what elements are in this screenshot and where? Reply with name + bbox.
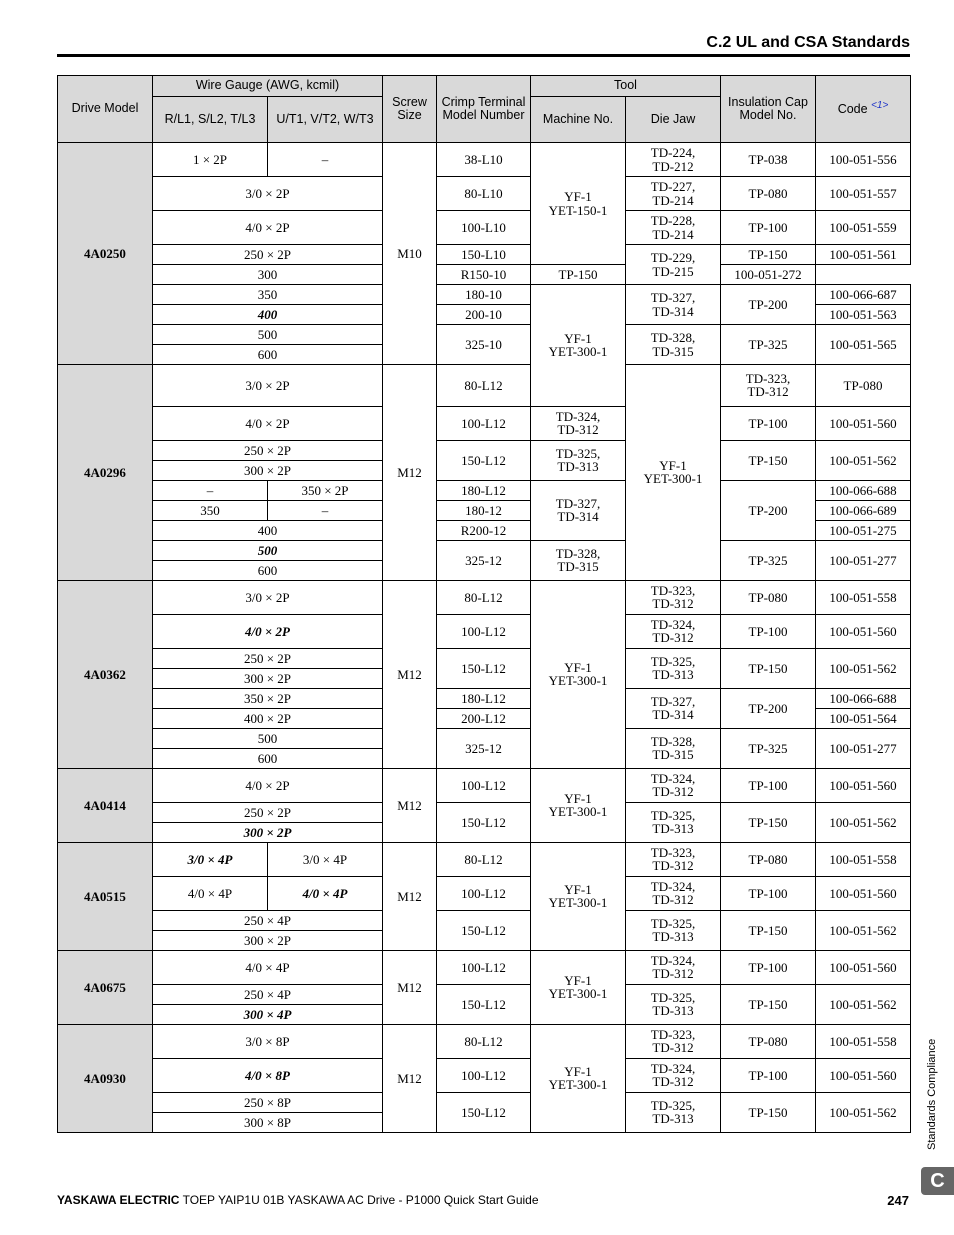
die-jaw-cell bbox=[626, 1092, 721, 1132]
crimp-cell: 100-L12 bbox=[437, 1058, 531, 1092]
machine-line: YF-1 bbox=[564, 188, 592, 204]
wire-cell: 300 bbox=[153, 265, 383, 285]
die-jaw-line: TD-325, bbox=[650, 653, 696, 669]
cap-cell: TP-150 bbox=[721, 802, 816, 842]
table-row bbox=[58, 285, 911, 305]
cap-cell: TP-100 bbox=[721, 950, 816, 984]
code-cell: 100-051-557 bbox=[816, 177, 911, 211]
header-drive-model: Drive Model bbox=[58, 76, 153, 143]
table-row bbox=[58, 1058, 911, 1092]
screw-size-cell: M12 bbox=[383, 768, 437, 842]
code-cell: 100-051-556 bbox=[816, 143, 911, 177]
code-cell: 100-051-558 bbox=[816, 580, 911, 614]
die-jaw-line: TD-312 bbox=[652, 858, 694, 874]
table-row bbox=[58, 365, 911, 407]
cap-cell: TP-080 bbox=[721, 1024, 816, 1058]
wire-rs-cell: – bbox=[153, 480, 268, 500]
drive-model-cell: 4A0296 bbox=[58, 365, 153, 581]
crimp-cell: 180-12 bbox=[437, 500, 531, 520]
machine-line: YF-1 bbox=[564, 330, 592, 346]
wire-cell: 600 bbox=[153, 345, 383, 365]
crimp-cell: 100-L12 bbox=[437, 406, 531, 440]
die-jaw-line: TD-324, bbox=[650, 1060, 696, 1076]
drive-model-cell: 4A0515 bbox=[58, 842, 153, 950]
code-cell: 100-051-272 bbox=[721, 265, 816, 285]
wire-cell: 300 × 2P bbox=[153, 930, 383, 950]
machine-line: YET-300-1 bbox=[548, 986, 608, 1002]
machine-line: YF-1 bbox=[564, 659, 592, 675]
die-jaw-line: TD-212 bbox=[652, 158, 694, 174]
die-jaw-line: TD-312 bbox=[557, 422, 599, 438]
code-cell: 100-051-560 bbox=[816, 876, 911, 910]
die-jaw-line: TD-328, bbox=[650, 329, 696, 345]
crimp-cell: 180-L12 bbox=[437, 480, 531, 500]
die-jaw-line: TD-312 bbox=[652, 1074, 694, 1090]
wire-cell-emphasized: 4/0 × 8P bbox=[153, 1058, 383, 1092]
code-cell: 100-051-563 bbox=[816, 305, 911, 325]
die-jaw-line: TD-314 bbox=[652, 707, 694, 723]
crimp-cell: 38-L10 bbox=[437, 143, 531, 177]
crimp-cell: 100-L12 bbox=[437, 876, 531, 910]
crimp-cell: 100-L12 bbox=[437, 768, 531, 802]
crimp-cell: 150-L12 bbox=[437, 984, 531, 1024]
appendix-tab[interactable]: C bbox=[921, 1167, 954, 1195]
die-jaw-cell bbox=[626, 614, 721, 648]
die-jaw-line: TD-227, bbox=[650, 178, 696, 194]
cap-cell: TP-100 bbox=[721, 406, 816, 440]
crimp-cell: R200-12 bbox=[437, 520, 531, 540]
footer-doc-title: TOEP YAIP1U 01B YASKAWA AC Drive - P1000 Quick Start Guide bbox=[179, 1193, 539, 1207]
code-cell: 100-066-688 bbox=[816, 480, 911, 500]
wire-cell: 350 bbox=[153, 285, 383, 305]
die-jaw-line: TD-315 bbox=[557, 559, 599, 575]
cap-cell: TP-200 bbox=[721, 285, 816, 325]
table-row bbox=[58, 325, 911, 345]
drive-model-cell: 4A0675 bbox=[58, 950, 153, 1024]
crimp-cell: 80-L12 bbox=[437, 842, 531, 876]
machine-line: YET-300-1 bbox=[548, 673, 608, 689]
wire-cell: 500 bbox=[153, 325, 383, 345]
die-jaw-line: TD-313 bbox=[652, 667, 694, 683]
die-jaw-line: TD-325, bbox=[650, 1097, 696, 1113]
die-jaw-line: TD-323, bbox=[650, 1026, 696, 1042]
header-uv-terminals: U/T1, V/T2, W/T3 bbox=[268, 97, 383, 143]
table-row bbox=[58, 876, 911, 910]
cap-cell: TP-150 bbox=[721, 910, 816, 950]
header-insulation-cap: Insulation Cap Model No. bbox=[721, 76, 816, 143]
footer-text bbox=[57, 1193, 539, 1207]
code-cell: 100-066-687 bbox=[816, 285, 911, 305]
die-jaw-cell bbox=[626, 245, 721, 285]
crimp-cell: 150-L10 bbox=[437, 245, 531, 265]
wire-uv-cell: – bbox=[268, 143, 383, 177]
table-row bbox=[58, 984, 911, 1004]
wire-uv-cell: – bbox=[268, 500, 383, 520]
crimp-cell: 200-10 bbox=[437, 305, 531, 325]
header-die-jaw: Die Jaw bbox=[626, 97, 721, 143]
wire-cell: 400 bbox=[153, 520, 383, 540]
screw-size-cell: M12 bbox=[383, 1024, 437, 1132]
drive-model-cell: 4A0250 bbox=[58, 143, 153, 365]
cap-cell: TP-080 bbox=[721, 842, 816, 876]
cap-cell: TP-150 bbox=[721, 1092, 816, 1132]
die-jaw-cell bbox=[626, 768, 721, 802]
wire-cell: 250 × 8P bbox=[153, 1092, 383, 1112]
die-jaw-line: TD-328, bbox=[650, 733, 696, 749]
side-tab-label: Standards Compliance bbox=[926, 1038, 938, 1150]
code-cell: 100-051-561 bbox=[816, 245, 911, 265]
die-jaw-line: TD-312 bbox=[747, 384, 789, 400]
crimp-cell: 325-10 bbox=[437, 325, 531, 365]
screw-size-cell: M12 bbox=[383, 580, 437, 768]
cap-cell: TP-150 bbox=[721, 440, 816, 480]
die-jaw-line: TD-324, bbox=[650, 770, 696, 786]
table-row bbox=[58, 406, 911, 440]
header-tool: Tool bbox=[531, 76, 721, 97]
wire-cell: 250 × 2P bbox=[153, 245, 383, 265]
table-row bbox=[58, 177, 911, 211]
crimp-cell: 80-L12 bbox=[437, 580, 531, 614]
crimp-cell: 80-L12 bbox=[437, 1024, 531, 1058]
table-row bbox=[58, 580, 911, 614]
crimp-cell: R150-10 bbox=[437, 265, 531, 285]
drive-model-cell: 4A0930 bbox=[58, 1024, 153, 1132]
cap-cell: TP-150 bbox=[531, 265, 626, 285]
wire-cell: 3/0 × 2P bbox=[153, 177, 383, 211]
die-jaw-line: TD-327, bbox=[650, 693, 696, 709]
table-row bbox=[58, 688, 911, 708]
wire-cell-emphasized: 4/0 × 2P bbox=[153, 614, 383, 648]
wire-cell: 300 × 8P bbox=[153, 1112, 383, 1132]
wire-cell: 4/0 × 2P bbox=[153, 211, 383, 245]
code-cell: 100-051-562 bbox=[816, 910, 911, 950]
wire-uv-cell-emphasized: 4/0 × 4P bbox=[268, 876, 383, 910]
header-screw-size: Screw Size bbox=[383, 76, 437, 143]
wire-cell: 600 bbox=[153, 748, 383, 768]
cap-cell: TP-150 bbox=[721, 245, 816, 265]
die-jaw-line: TD-312 bbox=[652, 892, 694, 908]
wire-rs-cell-emphasized: 3/0 × 4P bbox=[153, 842, 268, 876]
wire-rs-cell: 4/0 × 4P bbox=[153, 876, 268, 910]
machine-cell bbox=[531, 285, 626, 407]
wire-cell-emphasized: 500 bbox=[153, 540, 383, 560]
machine-line: YET-300-1 bbox=[548, 344, 608, 360]
die-jaw-line: TD-312 bbox=[652, 596, 694, 612]
crimp-cell: 150-L12 bbox=[437, 1092, 531, 1132]
table-row bbox=[58, 265, 911, 285]
table-row bbox=[58, 211, 911, 245]
machine-cell bbox=[531, 842, 626, 950]
footer-brand: YASKAWA ELECTRIC bbox=[57, 1193, 180, 1207]
die-jaw-line: TD-312 bbox=[652, 630, 694, 646]
crimp-cell: 150-L12 bbox=[437, 440, 531, 480]
crimp-cell: 200-L12 bbox=[437, 708, 531, 728]
machine-line: YET-300-1 bbox=[548, 804, 608, 820]
cap-cell: TP-150 bbox=[721, 648, 816, 688]
machine-cell bbox=[626, 365, 721, 581]
crimp-cell: 150-L12 bbox=[437, 802, 531, 842]
machine-line: YET-300-1 bbox=[548, 1077, 608, 1093]
die-jaw-line: TD-315 bbox=[652, 747, 694, 763]
header-code-label: Code bbox=[837, 102, 868, 117]
die-jaw-cell bbox=[626, 728, 721, 768]
cap-cell: TP-100 bbox=[721, 211, 816, 245]
drive-model-cell: 4A0414 bbox=[58, 768, 153, 842]
header-rule bbox=[57, 54, 910, 57]
wire-cell: 250 × 2P bbox=[153, 802, 383, 822]
die-jaw-line: TD-313 bbox=[557, 459, 599, 475]
die-jaw-cell bbox=[626, 325, 721, 365]
die-jaw-line: TD-214 bbox=[652, 192, 694, 208]
wire-cell-emphasized: 300 × 2P bbox=[153, 822, 383, 842]
machine-cell bbox=[531, 580, 626, 768]
die-jaw-cell bbox=[531, 540, 626, 580]
die-jaw-cell bbox=[626, 876, 721, 910]
code-cell: 100-051-560 bbox=[816, 614, 911, 648]
die-jaw-line: TD-313 bbox=[652, 1003, 694, 1019]
die-jaw-line: TD-325, bbox=[650, 807, 696, 823]
wire-cell: 3/0 × 8P bbox=[153, 1024, 383, 1058]
cap-cell: TP-325 bbox=[721, 540, 816, 580]
table-row bbox=[58, 910, 911, 930]
die-jaw-line: TD-314 bbox=[557, 509, 599, 525]
header-rs-terminals: R/L1, S/L2, T/L3 bbox=[153, 97, 268, 143]
machine-line: YF-1 bbox=[564, 790, 592, 806]
footnote-ref-link[interactable]: <1> bbox=[871, 100, 889, 112]
wire-cell: 500 bbox=[153, 728, 383, 748]
die-jaw-cell bbox=[721, 365, 816, 407]
machine-line: YF-1 bbox=[659, 457, 687, 473]
wire-cell-emphasized: 400 bbox=[153, 305, 383, 325]
code-cell: 100-051-562 bbox=[816, 648, 911, 688]
table-row bbox=[58, 950, 911, 984]
crimp-cell: 180-10 bbox=[437, 285, 531, 305]
code-cell: 100-051-562 bbox=[816, 440, 911, 480]
die-jaw-cell bbox=[531, 440, 626, 480]
die-jaw-cell bbox=[626, 802, 721, 842]
die-jaw-line: TD-313 bbox=[652, 821, 694, 837]
screw-size-cell: M12 bbox=[383, 842, 437, 950]
table-row bbox=[58, 143, 911, 177]
table-row bbox=[58, 614, 911, 648]
machine-cell bbox=[531, 950, 626, 1024]
die-jaw-cell bbox=[531, 406, 626, 440]
machine-cell bbox=[531, 1024, 626, 1132]
table-row bbox=[58, 440, 911, 460]
die-jaw-line: TD-224, bbox=[650, 144, 696, 160]
die-jaw-cell bbox=[626, 984, 721, 1024]
wire-cell: 4/0 × 2P bbox=[153, 406, 383, 440]
die-jaw-line: TD-324, bbox=[650, 616, 696, 632]
code-cell: 100-066-689 bbox=[816, 500, 911, 520]
die-jaw-cell bbox=[531, 480, 626, 540]
table-row bbox=[58, 728, 911, 748]
wire-cell: 300 × 2P bbox=[153, 668, 383, 688]
page-number: 247 bbox=[887, 1193, 909, 1208]
die-jaw-cell bbox=[626, 842, 721, 876]
die-jaw-line: TD-324, bbox=[650, 952, 696, 968]
crimp-cell: 100-L12 bbox=[437, 614, 531, 648]
wire-rs-cell: 1 × 2P bbox=[153, 143, 268, 177]
cap-cell: TP-080 bbox=[721, 580, 816, 614]
wire-cell: 400 × 2P bbox=[153, 708, 383, 728]
die-jaw-line: TD-325, bbox=[650, 915, 696, 931]
die-jaw-cell bbox=[626, 1024, 721, 1058]
code-cell: 100-051-277 bbox=[816, 728, 911, 768]
table-row bbox=[58, 245, 911, 265]
die-jaw-cell bbox=[626, 688, 721, 728]
crimp-cell: 150-L12 bbox=[437, 910, 531, 950]
code-cell: 100-051-562 bbox=[816, 802, 911, 842]
die-jaw-line: TD-328, bbox=[555, 545, 601, 561]
die-jaw-cell bbox=[626, 950, 721, 984]
code-cell: 100-051-560 bbox=[816, 950, 911, 984]
wire-cell: 350 × 2P bbox=[153, 688, 383, 708]
machine-cell bbox=[531, 768, 626, 842]
die-jaw-line: TD-313 bbox=[652, 1111, 694, 1127]
machine-cell bbox=[531, 143, 626, 265]
cap-cell: TP-200 bbox=[721, 688, 816, 728]
die-jaw-line: TD-313 bbox=[652, 929, 694, 945]
cap-cell: TP-100 bbox=[721, 876, 816, 910]
wire-cell: 250 × 4P bbox=[153, 984, 383, 1004]
die-jaw-line: TD-323, bbox=[745, 370, 791, 386]
table-row bbox=[58, 540, 911, 560]
header-crimp-terminal: Crimp Terminal Model Number bbox=[437, 76, 531, 143]
wire-cell: 600 bbox=[153, 560, 383, 580]
die-jaw-line: TD-314 bbox=[652, 303, 694, 319]
cap-cell: TP-100 bbox=[721, 768, 816, 802]
section-title: C.2 UL and CSA Standards bbox=[706, 34, 910, 51]
die-jaw-cell bbox=[626, 580, 721, 614]
die-jaw-cell bbox=[626, 1058, 721, 1092]
cap-cell: TP-080 bbox=[721, 177, 816, 211]
wire-cell: 300 × 2P bbox=[153, 460, 383, 480]
table-row bbox=[58, 768, 911, 802]
code-cell: 100-051-558 bbox=[816, 1024, 911, 1058]
table-row bbox=[58, 802, 911, 822]
cap-cell: TP-150 bbox=[721, 984, 816, 1024]
cap-cell: TP-100 bbox=[721, 614, 816, 648]
crimp-cell: 80-L10 bbox=[437, 177, 531, 211]
die-jaw-line: TD-228, bbox=[650, 212, 696, 228]
die-jaw-line: TD-315 bbox=[652, 343, 694, 359]
crimp-cell: 100-L10 bbox=[437, 211, 531, 245]
cap-cell: TP-325 bbox=[721, 325, 816, 365]
crimp-cell: 325-12 bbox=[437, 540, 531, 580]
die-jaw-cell bbox=[626, 285, 721, 325]
die-jaw-line: TD-229, bbox=[650, 249, 696, 265]
code-cell: 100-051-560 bbox=[816, 1058, 911, 1092]
screw-size-cell: M10 bbox=[383, 143, 437, 365]
wire-rs-cell: 350 bbox=[153, 500, 268, 520]
code-cell: 100-066-688 bbox=[816, 688, 911, 708]
die-jaw-line: TD-312 bbox=[652, 1040, 694, 1056]
machine-line: YF-1 bbox=[564, 972, 592, 988]
die-jaw-line: TD-215 bbox=[652, 263, 694, 279]
die-jaw-line: TD-323, bbox=[650, 582, 696, 598]
screw-size-cell: M12 bbox=[383, 365, 437, 581]
cap-cell: TP-080 bbox=[816, 365, 911, 407]
die-jaw-line: TD-325, bbox=[650, 989, 696, 1005]
crimp-terminal-table bbox=[57, 75, 911, 1133]
wire-cell: 250 × 2P bbox=[153, 648, 383, 668]
die-jaw-cell bbox=[626, 910, 721, 950]
die-jaw-line: TD-323, bbox=[650, 844, 696, 860]
die-jaw-line: TD-327, bbox=[650, 289, 696, 305]
wire-cell: 250 × 2P bbox=[153, 440, 383, 460]
die-jaw-line: TD-214 bbox=[652, 226, 694, 242]
machine-line: YET-300-1 bbox=[548, 895, 608, 911]
wire-cell: 3/0 × 2P bbox=[153, 580, 383, 614]
die-jaw-line: TD-327, bbox=[555, 495, 601, 511]
table-row bbox=[58, 1024, 911, 1058]
cap-cell: TP-038 bbox=[721, 143, 816, 177]
code-cell: 100-051-565 bbox=[816, 325, 911, 365]
die-jaw-line: TD-324, bbox=[555, 408, 601, 424]
code-cell: 100-051-277 bbox=[816, 540, 911, 580]
cap-cell: TP-325 bbox=[721, 728, 816, 768]
crimp-cell: 325-12 bbox=[437, 728, 531, 768]
die-jaw-line: TD-325, bbox=[555, 445, 601, 461]
die-jaw-cell bbox=[626, 211, 721, 245]
table-row bbox=[58, 480, 911, 500]
cap-cell: TP-200 bbox=[721, 480, 816, 540]
wire-cell: 250 × 4P bbox=[153, 910, 383, 930]
wire-cell-emphasized: 300 × 4P bbox=[153, 1004, 383, 1024]
screw-size-cell: M12 bbox=[383, 950, 437, 1024]
die-jaw-cell bbox=[626, 648, 721, 688]
table-row bbox=[58, 842, 911, 876]
wire-cell: 4/0 × 2P bbox=[153, 768, 383, 802]
crimp-cell: 150-L12 bbox=[437, 648, 531, 688]
header-code bbox=[816, 76, 911, 143]
code-cell: 100-051-562 bbox=[816, 1092, 911, 1132]
crimp-cell: 180-L12 bbox=[437, 688, 531, 708]
table-row bbox=[58, 648, 911, 668]
crimp-cell: 100-L12 bbox=[437, 950, 531, 984]
code-cell: 100-051-560 bbox=[816, 768, 911, 802]
die-jaw-line: TD-312 bbox=[652, 966, 694, 982]
die-jaw-line: TD-312 bbox=[652, 784, 694, 800]
machine-line: YF-1 bbox=[564, 881, 592, 897]
wire-cell: 4/0 × 4P bbox=[153, 950, 383, 984]
machine-line: YET-150-1 bbox=[548, 202, 608, 218]
code-cell: 100-051-564 bbox=[816, 708, 911, 728]
die-jaw-cell bbox=[626, 143, 721, 177]
table-row bbox=[58, 1092, 911, 1112]
drive-model-cell: 4A0362 bbox=[58, 580, 153, 768]
wire-uv-cell: 3/0 × 4P bbox=[268, 842, 383, 876]
wire-uv-cell: 350 × 2P bbox=[268, 480, 383, 500]
die-jaw-cell bbox=[626, 177, 721, 211]
die-jaw-line: TD-324, bbox=[650, 878, 696, 894]
header-wire-gauge: Wire Gauge (AWG, kcmil) bbox=[153, 76, 383, 97]
machine-line: YET-300-1 bbox=[643, 471, 703, 487]
code-cell: 100-051-562 bbox=[816, 984, 911, 1024]
cap-cell: TP-100 bbox=[721, 1058, 816, 1092]
header-machine-no: Machine No. bbox=[531, 97, 626, 143]
code-cell: 100-051-559 bbox=[816, 211, 911, 245]
wire-cell: 3/0 × 2P bbox=[153, 365, 383, 407]
machine-line: YF-1 bbox=[564, 1063, 592, 1079]
code-cell: 100-051-558 bbox=[816, 842, 911, 876]
crimp-cell: 80-L12 bbox=[437, 365, 531, 407]
code-cell: 100-051-560 bbox=[816, 406, 911, 440]
code-cell: 100-051-275 bbox=[816, 520, 911, 540]
